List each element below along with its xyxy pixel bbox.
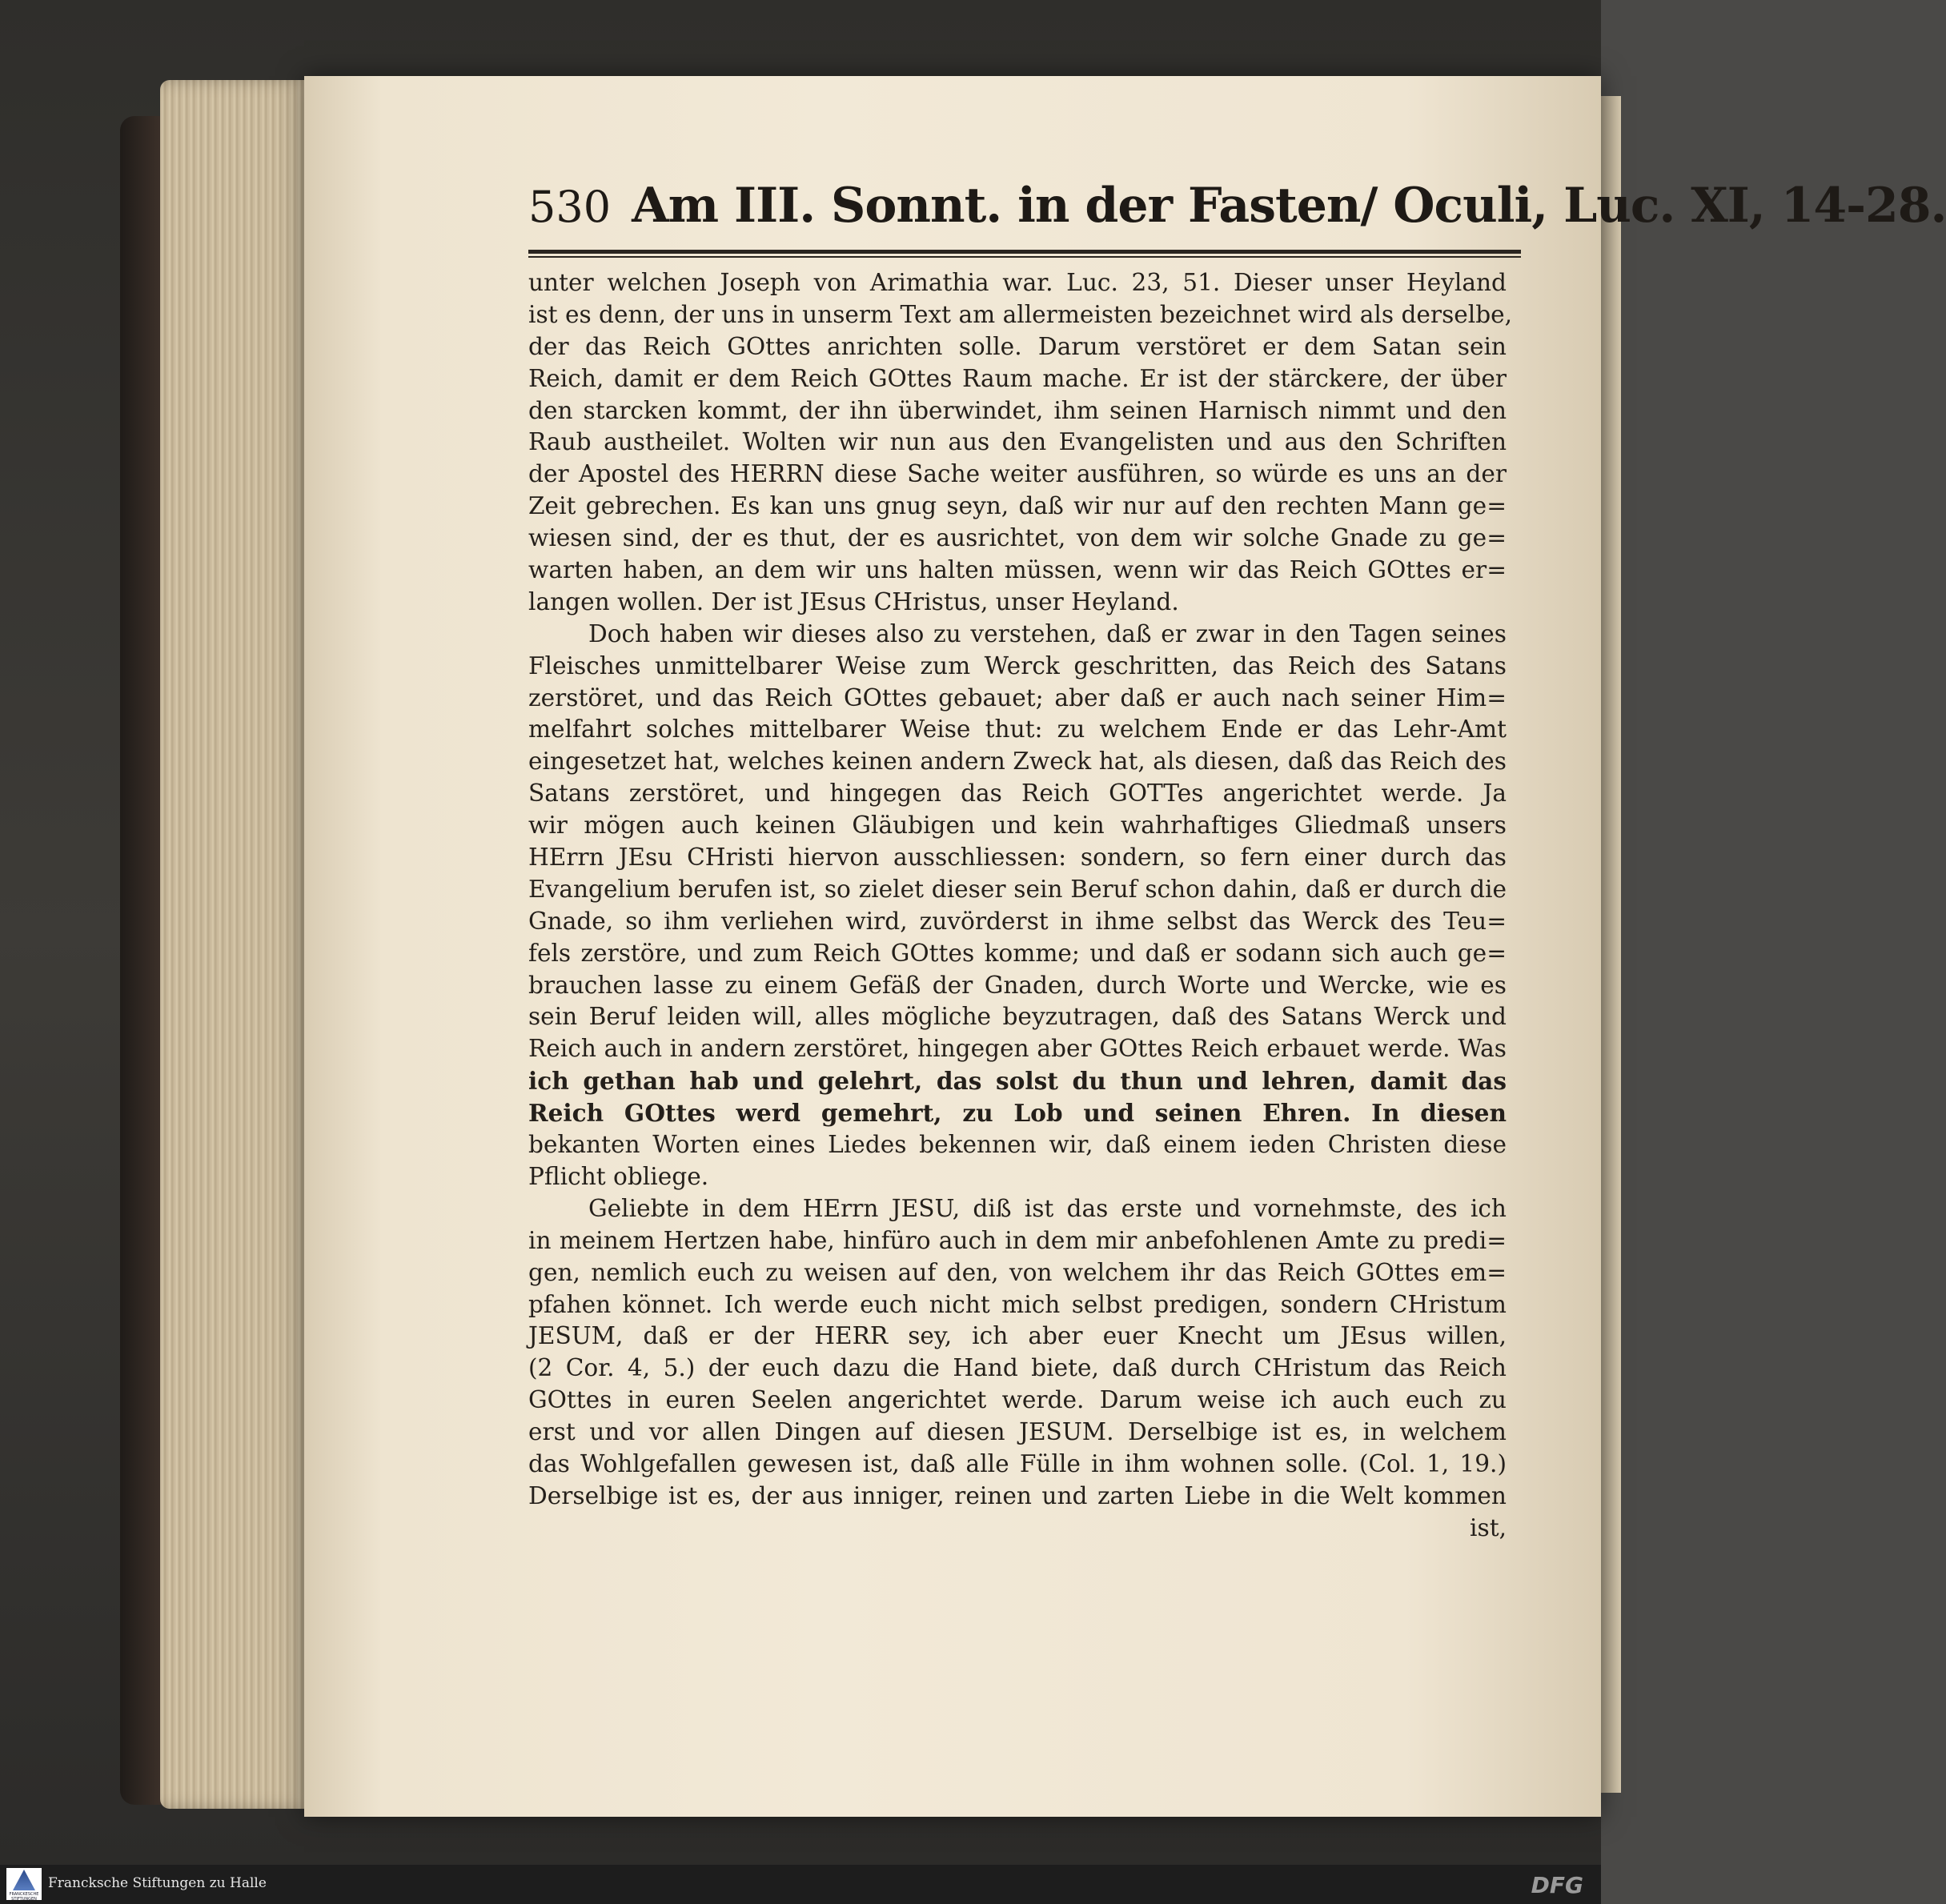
text-line: langen wollen. Der ist JEsus CHristus, unser Heyland. (528, 587, 1179, 615)
text-line: fels zerstöre, und zum Reich GOttes komme; und daß er sodann sich auch ge= (528, 939, 1507, 967)
text-line: Zeit gebrechen. Es kan uns gnug seyn, daß wir nur auf den rechten Mann ge= (528, 492, 1507, 520)
text-line: in meinem Hertzen habe, hinfüro auch in dem mir anbefohlenen Amte zu predi= (528, 1226, 1507, 1254)
running-title: Am III. Sonnt. in der Fasten/ Oculi, Luc. XI, 14-28. (632, 178, 1946, 234)
hymn-quote-line: Reich GOttes werd gemehrt, zu Lob und seinen Ehren. In diesen (528, 1099, 1507, 1128)
text-line: das Wohlgefallen gewesen ist, daß alle Fülle in ihm wohnen solle. (Col. 1, 19.) (528, 1449, 1507, 1477)
text-line: Reich, damit er dem Reich GOttes Raum mache. Er ist der stärckere, der über (528, 364, 1507, 392)
text-line: bekanten Worten eines Liedes bekennen wir, daß einem ieden Christen diese (528, 1131, 1507, 1159)
text-line: pfahen könnet. Ich werde euch nicht mich selbst predigen, sondern CHristum (528, 1290, 1507, 1318)
page-number: 530 (528, 182, 612, 232)
text-line: der das Reich GOttes anrichten solle. Darum verstöret er dem Satan sein (528, 332, 1507, 360)
text-line: gen, nemlich euch zu weisen auf den, von welchem ihr das Reich GOttes em= (528, 1258, 1507, 1286)
page-header (528, 178, 1946, 250)
text-line: Gnade, so ihm verliehen wird, zuvörderst in ihme selbst das Werck des Teu= (528, 907, 1507, 935)
logo-text: FRANCKESCHE STIFTUNGEN (9, 1892, 39, 1902)
text-line: (2 Cor. 4, 5.) der euch dazu die Hand biete, daß durch CHristum das Reich (528, 1354, 1507, 1382)
text-line: Doch haben wir dieses also zu verstehen, daß er zwar in den Tagen seines (588, 619, 1507, 647)
catchword: ist, (1470, 1513, 1507, 1541)
text-line: Satans zerstöret, und hingegen das Reich GOTTes angerichtet werde. Ja (528, 780, 1507, 808)
paragraph-2 (528, 619, 1507, 1193)
viewer-footer (0, 1865, 1601, 1904)
text-line: Pflicht obliege. (528, 1162, 709, 1190)
text-line: Geliebte in dem HErrn JESU, diß ist das erste und vornehmste, des ich (588, 1194, 1507, 1222)
institution-logo[interactable] (6, 1868, 42, 1900)
text-line: eingesetzet hat, welches keinen andern Zweck hat, als diesen, daß das Reich des (528, 748, 1507, 776)
text-line: melfahrt solches mittelbarer Weise thut: zu welchem Ende er das Lehr-Amt (528, 716, 1507, 744)
text-line: wir mögen auch keinen Gläubigen und kein wahrhaftiges Gliedmaß unsers (528, 812, 1507, 840)
text-line: Fleisches unmittelbarer Weise zum Werck geschritten, das Reich des Satans (528, 651, 1507, 679)
page-edges (160, 80, 320, 1809)
header-rule (528, 250, 1521, 254)
text-line: wiesen sind, der es thut, der es ausrichtet, von dem wir solche Gnade zu ge= (528, 524, 1507, 552)
text-line: den starcken kommt, der ihn überwindet, ihm seinen Harnisch nimmt und den (528, 396, 1507, 424)
text-line: Reich auch in andern zerstöret, hingegen aber GOttes Reich erbauet werde. Was (528, 1035, 1507, 1063)
text-line: erst und vor allen Dingen auf diesen JESUM. Derselbige ist es, in welchem (528, 1418, 1507, 1446)
text-line: Raub austheilet. Wolten wir nun aus den Evangelisten und aus den Schriften (528, 428, 1507, 456)
text-line: ist es denn, der uns in unserm Text am allermeisten bezeichnet wird als derselbe, (528, 300, 1513, 328)
paragraph-3 (528, 1193, 1507, 1513)
paragraph-1 (528, 267, 1513, 619)
text-line: brauchen lasse zu einem Gefäß der Gnaden, durch Worte und Wercke, wie es (528, 971, 1507, 999)
header-rule-thin (528, 256, 1521, 258)
text-line: zerstöret, und das Reich GOttes gebauet; aber daß er auch nach seiner Him= (528, 683, 1507, 711)
logo-icon (13, 1870, 35, 1890)
hymn-quote-line: ich gethan hab und gelehrt, das solst du thun und lehren, damit das (528, 1067, 1507, 1096)
dfg-logo[interactable]: DFG (1531, 1872, 1583, 1898)
text-line: GOttes in euren Seelen angerichtet werde. Darum weise ich auch euch zu (528, 1386, 1507, 1414)
institution-name[interactable]: Francksche Stiftungen zu Halle (48, 1875, 267, 1891)
text-line: Derselbige ist es, der aus inniger, reinen und zarten Liebe in die Welt kommen (528, 1481, 1507, 1509)
text-line: sein Beruf leiden will, alles mögliche beyzutragen, daß des Satans Werck und (528, 1003, 1507, 1031)
body-text (528, 267, 1513, 1545)
text-line: der Apostel des HERRN diese Sache weiter ausführen, so würde es uns an der (528, 460, 1507, 488)
text-line: unter welchen Joseph von Arimathia war. Luc. 23, 51. Dieser unser Heyland (528, 269, 1507, 296)
text-line: JESUM, daß er der HERR sey, ich aber euer Knecht um JEsus willen, (528, 1322, 1507, 1350)
text-line: Evangelium berufen ist, so zielet dieser sein Beruf schon dahin, daß er durch die (528, 875, 1507, 903)
text-line: HErrn JEsu CHristi hiervon ausschliessen: sondern, so fern einer durch das (528, 844, 1507, 872)
text-line: warten haben, an dem wir uns halten müssen, wenn wir das Reich GOttes er= (528, 556, 1507, 584)
